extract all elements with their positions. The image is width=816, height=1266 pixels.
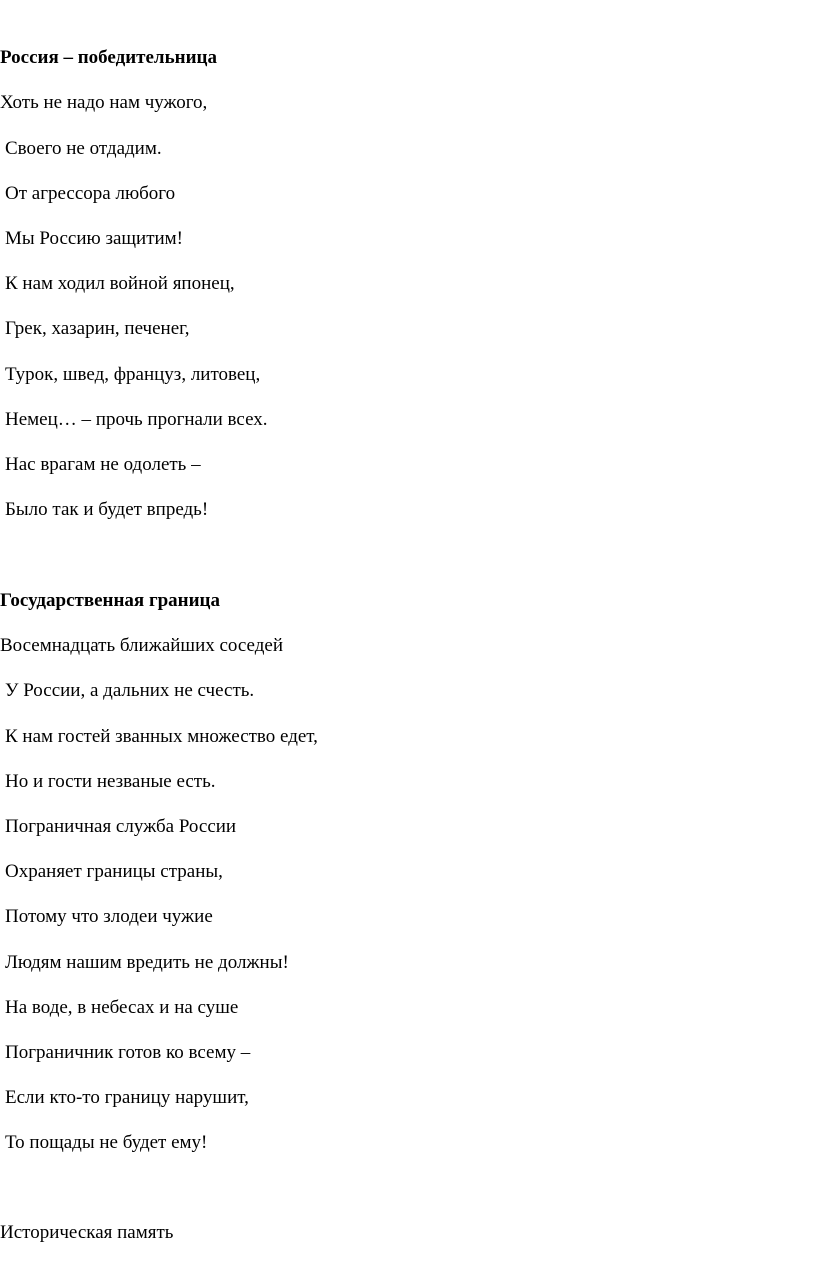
poem-line: Грек, хазарин, печенег, [5,318,190,339]
poem-line: У России, а дальних не счесть. [5,680,255,701]
poem-line: Охраняет границы страны, [5,861,223,882]
poem-line: То пощады не будет ему! [5,1132,208,1153]
poem-line: Пограничник готов ко всему – [5,1042,251,1063]
poem-line: Потому что злодеи чужие [5,906,213,927]
poem-line: Немец… – прочь прогнали всех. [5,409,268,430]
poem-line: Хоть не надо нам чужого, [0,92,208,113]
poem-line: Пограничная служба России [5,816,237,837]
poem-line: Если кто-то границу нарушит, [5,1087,249,1108]
poem-line: От агрессора любого [5,183,176,204]
poem-line: Было так и будет впредь! [5,499,209,520]
poem-title: Государственная граница [0,590,221,611]
poem-line: Восемнадцать ближайших соседей [0,635,284,656]
poem-title: Историческая память [0,1222,174,1243]
poem-line: На воде, в небесах и на суше [5,997,239,1018]
poem-line: Своего не отдадим. [5,138,162,159]
poem-line: Нас врагам не одолеть – [5,454,201,475]
poem-line: К нам гостей званных множество едет, [5,726,318,747]
poem-line: Мы Россию защитим! [5,228,184,249]
poem-line: Турок, швед, француз, литовец, [5,364,261,385]
poem-line: К нам ходил войной японец, [5,273,235,294]
poem-line: Но и гости незваные есть. [5,771,216,792]
poem-title: Россия – победительница [0,47,217,68]
poem-line: Людям нашим вредить не должны! [5,952,289,973]
